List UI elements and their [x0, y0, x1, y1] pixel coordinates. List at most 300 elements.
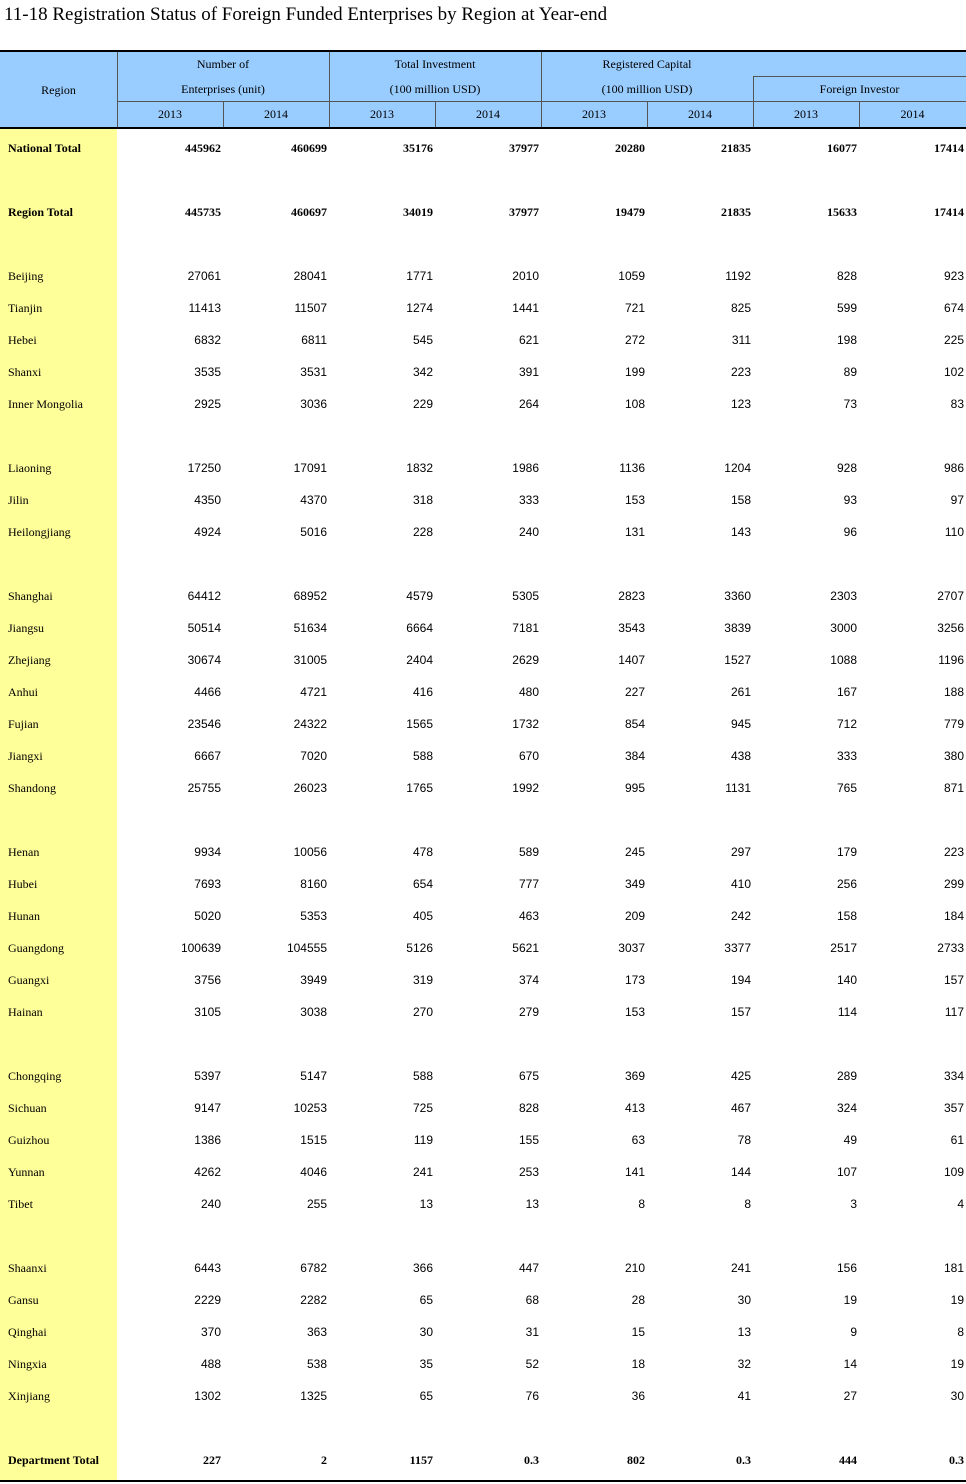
table-cell: 802 [627, 1453, 645, 1467]
table-cell: 141 [624, 1165, 645, 1179]
table-cell: 438 [730, 749, 751, 763]
table-cell: 107 [836, 1165, 857, 1179]
row-region-label: Fujian [8, 717, 39, 731]
table-cell: 2282 [300, 1293, 327, 1307]
table-header [0, 52, 966, 128]
table-cell: 621 [518, 333, 539, 347]
table-cell: 270 [412, 1005, 433, 1019]
table-cell: 1204 [724, 461, 751, 475]
table-cell: 363 [306, 1325, 327, 1339]
table-cell: 36 [631, 1389, 645, 1403]
header-bottom-rule [0, 127, 966, 129]
table-cell: 538 [306, 1357, 327, 1371]
header-divider [223, 102, 224, 128]
table-cell: 467 [730, 1101, 751, 1115]
table-cell: 65 [419, 1389, 433, 1403]
table-cell: 2404 [406, 653, 433, 667]
table-cell: 1325 [300, 1389, 327, 1403]
table-cell: 825 [730, 301, 751, 315]
table-cell: 245 [624, 845, 645, 859]
table-cell: 1059 [618, 269, 645, 283]
row-region-label: Tibet [8, 1197, 33, 1211]
table-cell: 76 [525, 1389, 539, 1403]
table-cell: 3839 [724, 621, 751, 635]
table-cell: 0.3 [949, 1453, 964, 1467]
table-cell: 63 [631, 1133, 645, 1147]
table-cell: 3 [850, 1197, 857, 1211]
table-cell: 0.3 [524, 1453, 539, 1467]
header-enterprises-line1: Number of [196, 57, 250, 71]
header-divider [753, 77, 754, 128]
table-cell: 188 [943, 685, 964, 699]
row-region-label: Guangdong [8, 941, 64, 955]
table-cell: 241 [412, 1165, 433, 1179]
table-cell: 478 [412, 845, 433, 859]
header-year: 2013 [370, 107, 394, 121]
table-cell: 279 [518, 1005, 539, 1019]
table-cell: 4350 [194, 493, 221, 507]
table-cell: 416 [412, 685, 433, 699]
table-cell: 3756 [194, 973, 221, 987]
table-cell: 21835 [721, 205, 751, 219]
table-cell: 35176 [403, 141, 433, 155]
table-cell: 123 [730, 397, 751, 411]
table-cell: 31 [525, 1325, 539, 1339]
table-cell: 1386 [194, 1133, 221, 1147]
table-cell: 2823 [618, 589, 645, 603]
table-cell: 8 [744, 1197, 751, 1211]
table-cell: 3038 [300, 1005, 327, 1019]
table-cell: 945 [730, 717, 751, 731]
table-cell: 425 [730, 1069, 751, 1083]
header-region: Region [41, 82, 76, 97]
table-cell: 1441 [512, 301, 539, 315]
row-region-label: Jilin [8, 493, 29, 507]
table-cell: 179 [836, 845, 857, 859]
table-cell: 380 [943, 749, 964, 763]
table-cell: 255 [306, 1197, 327, 1211]
table-cell: 13 [737, 1325, 751, 1339]
table-cell: 410 [730, 877, 751, 891]
table-cell: 488 [200, 1357, 221, 1371]
row-region-label: Liaoning [8, 461, 52, 475]
header-year: 2014 [476, 107, 500, 121]
table-cell: 1157 [409, 1453, 433, 1467]
table-cell: 8 [638, 1197, 645, 1211]
table-cell: 349 [624, 877, 645, 891]
table-cell: 2 [321, 1453, 327, 1467]
table-cell: 104555 [286, 941, 327, 955]
table-cell: 9147 [194, 1101, 221, 1115]
table-cell: 227 [203, 1453, 221, 1467]
table-cell: 153 [624, 493, 645, 507]
row-region-label: National Total [8, 141, 82, 155]
table-cell: 242 [730, 909, 751, 923]
table-cell: 158 [836, 909, 857, 923]
table-cell: 28 [631, 1293, 645, 1307]
table-cell: 3535 [194, 365, 221, 379]
table-cell: 1192 [725, 269, 751, 283]
table-cell: 4046 [300, 1165, 327, 1179]
table-cell: 721 [624, 301, 645, 315]
table-cell: 445962 [185, 141, 221, 155]
table-cell: 5305 [512, 589, 539, 603]
table-cell: 4 [957, 1197, 964, 1211]
table-cell: 3377 [724, 941, 751, 955]
table-cell: 5016 [300, 525, 327, 539]
row-region-label: Qinghai [8, 1325, 47, 1339]
table-cell: 3949 [300, 973, 327, 987]
table-cell: 61 [950, 1133, 964, 1147]
table-cell: 7020 [300, 749, 327, 763]
table-cell: 2733 [937, 941, 964, 955]
table-cell: 6782 [300, 1261, 327, 1275]
table-cell: 26023 [293, 781, 327, 795]
region-column-background [0, 129, 117, 1480]
header-divider [329, 52, 330, 128]
table-cell: 1986 [512, 461, 539, 475]
table-cell: 223 [943, 845, 964, 859]
table-cell: 97 [950, 493, 964, 507]
table-cell: 1196 [938, 653, 964, 667]
table-cell: 108 [624, 397, 645, 411]
table-cell: 256 [836, 877, 857, 891]
table-cell: 4262 [194, 1165, 221, 1179]
table-cell: 272 [624, 333, 645, 347]
table-cell: 6443 [194, 1261, 221, 1275]
table-cell: 18 [631, 1357, 645, 1371]
table-cell: 27061 [187, 269, 221, 283]
table-cell: 51634 [293, 621, 327, 635]
row-region-label: Shanghai [8, 589, 53, 603]
table-cell: 986 [943, 461, 964, 475]
table-cell: 156 [836, 1261, 857, 1275]
table-cell: 131 [624, 525, 645, 539]
table-cell: 110 [944, 525, 964, 539]
table-cell: 93 [843, 493, 857, 507]
table-cell: 319 [412, 973, 433, 987]
table-cell: 15 [631, 1325, 645, 1339]
table-cell: 463 [518, 909, 539, 923]
header-year: 2014 [900, 107, 925, 121]
table-cell: 297 [730, 845, 751, 859]
table-cell: 19 [950, 1357, 964, 1371]
table-cell: 34019 [403, 205, 433, 219]
table-cell: 50514 [187, 621, 221, 635]
table-cell: 253 [518, 1165, 539, 1179]
table-cell: 3543 [618, 621, 645, 635]
table-cell: 324 [836, 1101, 857, 1115]
header-divider [541, 52, 542, 128]
table-cell: 167 [836, 685, 857, 699]
table-cell: 357 [943, 1101, 964, 1115]
table-cell: 223 [730, 365, 751, 379]
table-cell: 589 [518, 845, 539, 859]
bottom-rule [0, 1480, 966, 1482]
table-cell: 2010 [512, 269, 539, 283]
table-cell: 140 [836, 973, 857, 987]
table-cell: 3037 [618, 941, 645, 955]
table-cell: 384 [624, 749, 645, 763]
table-cell: 17091 [293, 461, 327, 475]
table-cell: 318 [412, 493, 433, 507]
table-cell: 545 [412, 333, 433, 347]
table-cell: 480 [518, 685, 539, 699]
table-cell: 41 [737, 1389, 751, 1403]
header-investment-line2: (100 million USD) [389, 82, 481, 96]
table-cell: 15633 [827, 205, 857, 219]
header-divider [859, 102, 860, 128]
header-divider [435, 102, 436, 128]
table-cell: 261 [730, 685, 751, 699]
table-cell: 6811 [301, 333, 327, 347]
table-cell: 27 [843, 1389, 857, 1403]
table-cell: 153 [624, 1005, 645, 1019]
table-cell: 10056 [293, 845, 327, 859]
table-cell: 14 [843, 1357, 857, 1371]
header-investment-line1: Total Investment [394, 57, 476, 71]
table-cell: 3105 [194, 1005, 221, 1019]
table-cell: 11507 [294, 301, 327, 315]
table-cell: 10253 [293, 1101, 327, 1115]
row-region-label: Xinjiang [8, 1389, 50, 1403]
table-cell: 227 [624, 685, 645, 699]
table-cell: 11413 [188, 301, 221, 315]
table-cell: 828 [518, 1101, 539, 1115]
header-foreign-investor: Foreign Investor [819, 82, 900, 96]
table-cell: 9934 [194, 845, 221, 859]
table-cell: 16077 [827, 141, 857, 155]
table-cell: 49 [843, 1133, 857, 1147]
table-cell: 369 [624, 1069, 645, 1083]
table-cell: 7693 [194, 877, 221, 891]
row-region-label: Ningxia [8, 1357, 47, 1371]
table-cell: 725 [412, 1101, 433, 1115]
table-cell: 333 [518, 493, 539, 507]
table-cell: 194 [730, 973, 751, 987]
table-cell: 777 [518, 877, 539, 891]
table-cell: 1527 [724, 653, 751, 667]
table-cell: 3036 [300, 397, 327, 411]
table-cell: 83 [950, 397, 964, 411]
row-region-label: Guizhou [8, 1133, 50, 1147]
table-cell: 289 [836, 1069, 857, 1083]
table-cell: 155 [518, 1133, 539, 1147]
table-cell: 209 [624, 909, 645, 923]
table-cell: 2303 [830, 589, 857, 603]
table-cell: 928 [836, 461, 857, 475]
table-cell: 20280 [615, 141, 645, 155]
table-cell: 588 [412, 1069, 433, 1083]
table-cell: 143 [730, 525, 751, 539]
table-cell: 89 [843, 365, 857, 379]
table-cell: 6832 [194, 333, 221, 347]
table-cell: 37977 [509, 141, 539, 155]
row-region-label: Beijing [8, 269, 44, 283]
table-cell: 2517 [830, 941, 857, 955]
table-cell: 334 [943, 1069, 964, 1083]
table-cell: 229 [412, 397, 433, 411]
table-cell: 5020 [194, 909, 221, 923]
row-region-label: Gansu [8, 1293, 39, 1307]
table-cell: 447 [518, 1261, 539, 1275]
table-cell: 210 [624, 1261, 645, 1275]
header-divider [753, 76, 966, 77]
table-cell: 1992 [512, 781, 539, 795]
table-cell: 2925 [194, 397, 221, 411]
row-region-label: Hunan [8, 909, 40, 923]
table-cell: 5126 [406, 941, 433, 955]
table-cell: 670 [518, 749, 539, 763]
table-cell: 199 [624, 365, 645, 379]
table-cell: 460699 [291, 141, 327, 155]
table-cell: 712 [836, 717, 857, 731]
table-cell: 2229 [194, 1293, 221, 1307]
table-cell: 1765 [406, 781, 433, 795]
table-cell: 923 [943, 269, 964, 283]
table-cell: 374 [518, 973, 539, 987]
table-cell: 1274 [406, 301, 433, 315]
header-divider [117, 52, 118, 128]
table-cell: 13 [525, 1197, 539, 1211]
table-cell: 299 [943, 877, 964, 891]
header-year: 2013 [158, 107, 182, 121]
table-cell: 3531 [300, 365, 327, 379]
table-cell: 68952 [293, 589, 327, 603]
table-cell: 184 [943, 909, 964, 923]
table-cell: 21835 [721, 141, 751, 155]
table-cell: 1302 [194, 1389, 221, 1403]
table-cell: 109 [943, 1165, 964, 1179]
table-cell: 241 [730, 1261, 751, 1275]
table-cell: 158 [730, 493, 751, 507]
table-cell: 311 [731, 333, 751, 347]
header-year: 2013 [794, 107, 818, 121]
table-cell: 73 [843, 397, 857, 411]
table-cell: 8 [957, 1325, 964, 1339]
header-capital-line2: (100 million USD) [601, 82, 693, 96]
table-cell: 3256 [937, 621, 964, 635]
table-cell: 240 [518, 525, 539, 539]
row-region-label: Inner Mongolia [8, 397, 83, 411]
table-title: 11-18 Registration Status of Foreign Funded Enterprises by Region at Year-end [4, 4, 608, 25]
table-cell: 995 [624, 781, 645, 795]
header-year: 2013 [582, 107, 606, 121]
table-cell: 181 [943, 1261, 964, 1275]
table-cell: 8160 [300, 877, 327, 891]
table-cell: 1832 [406, 461, 433, 475]
table-cell: 102 [943, 365, 964, 379]
table-cell: 779 [943, 717, 964, 731]
header-divider [647, 102, 648, 128]
table-cell: 391 [518, 365, 539, 379]
table-cell: 65 [419, 1293, 433, 1307]
table-cell: 117 [944, 1005, 964, 1019]
table-cell: 119 [413, 1133, 433, 1147]
table-cell: 1732 [512, 717, 539, 731]
row-region-label: Henan [8, 845, 40, 859]
table-cell: 1565 [406, 717, 433, 731]
row-region-label: Shaanxi [8, 1261, 47, 1275]
table-cell: 68 [525, 1293, 539, 1307]
header-year: 2014 [688, 107, 712, 121]
row-region-label: Zhejiang [8, 653, 51, 667]
header-divider [117, 101, 966, 102]
table-cell: 24322 [293, 717, 327, 731]
table-cell: 871 [943, 781, 964, 795]
table-cell: 588 [412, 749, 433, 763]
table-cell: 17250 [187, 461, 221, 475]
table-cell: 405 [412, 909, 433, 923]
table-cell: 198 [836, 333, 857, 347]
table-cell: 599 [836, 301, 857, 315]
table-cell: 30 [950, 1389, 964, 1403]
table-cell: 9 [850, 1325, 857, 1339]
table-cell: 2707 [937, 589, 964, 603]
table-cell: 114 [837, 1005, 857, 1019]
table-cell: 5147 [300, 1069, 327, 1083]
table-cell: 6664 [406, 621, 433, 635]
table-cell: 4924 [194, 525, 221, 539]
table-cell: 17414 [934, 205, 964, 219]
table-cell: 5353 [300, 909, 327, 923]
table-cell: 19479 [615, 205, 645, 219]
table-cell: 144 [730, 1165, 751, 1179]
table-cell: 100639 [180, 941, 221, 955]
table-cell: 1407 [618, 653, 645, 667]
table-cell: 4466 [194, 685, 221, 699]
table-cell: 30 [419, 1325, 433, 1339]
table-cell: 413 [624, 1101, 645, 1115]
row-region-label: Department Total [8, 1453, 99, 1467]
header-capital-line1: Registered Capital [602, 57, 692, 71]
table-cell: 157 [730, 1005, 751, 1019]
table-cell: 23546 [187, 717, 221, 731]
table-cell: 37977 [509, 205, 539, 219]
table-cell: 157 [943, 973, 964, 987]
table-cell: 3000 [830, 621, 857, 635]
table-cell: 333 [836, 749, 857, 763]
table-cell: 4579 [406, 589, 433, 603]
table-cell: 654 [412, 877, 433, 891]
row-region-label: Yunnan [8, 1165, 45, 1179]
row-region-label: Shanxi [8, 365, 42, 379]
table-cell: 264 [518, 397, 539, 411]
table-cell: 228 [412, 525, 433, 539]
table-cell: 828 [836, 269, 857, 283]
table-cell: 6667 [194, 749, 221, 763]
row-region-label: Hubei [8, 877, 38, 891]
row-region-label: Jiangsu [8, 621, 44, 635]
table-cell: 1131 [725, 781, 751, 795]
table-cell: 31005 [293, 653, 327, 667]
table-cell: 674 [943, 301, 964, 315]
table-cell: 240 [200, 1197, 221, 1211]
table-cell: 445735 [185, 205, 221, 219]
table-cell: 5621 [512, 941, 539, 955]
header-enterprises-line2: Enterprises (unit) [181, 82, 265, 96]
table-cell: 19 [843, 1293, 857, 1307]
table-cell: 52 [525, 1357, 539, 1371]
table-cell: 4370 [300, 493, 327, 507]
table-cell: 78 [737, 1133, 751, 1147]
row-region-label: Sichuan [8, 1101, 47, 1115]
table-cell: 1771 [406, 269, 433, 283]
row-region-label: Hebei [8, 333, 37, 347]
table-cell: 173 [624, 973, 645, 987]
table-cell: 35 [419, 1357, 433, 1371]
table-cell: 1088 [830, 653, 857, 667]
